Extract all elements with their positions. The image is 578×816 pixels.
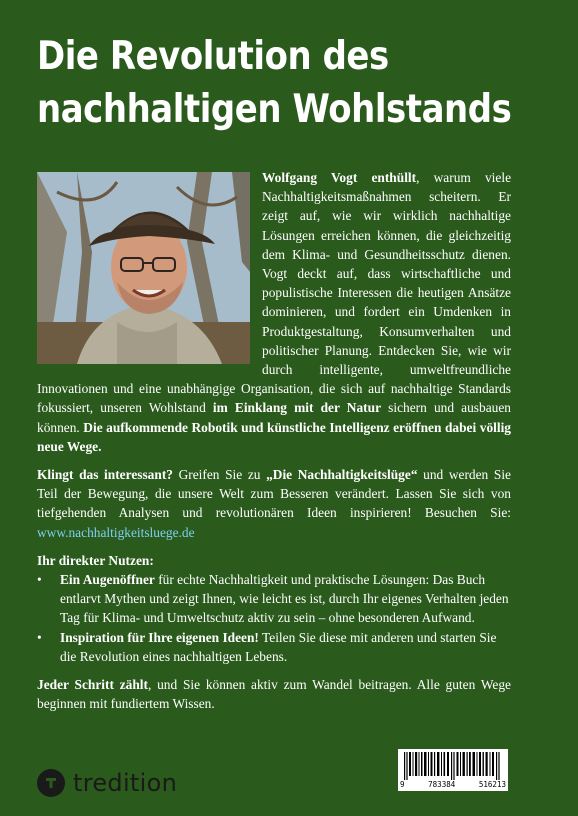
- benefits-list: [37, 570, 511, 666]
- barcode-digits: [400, 780, 506, 789]
- book-title: [37, 30, 512, 136]
- title-line-1: Die Revolution des: [37, 34, 389, 79]
- intro-text-1: , warum viele Nachhaltigkeitsmaßnahmen scheitern. Er zeigt auf, wie wir wirklich nachhaltige Lösungen erreichen können, die gleichzeitig dem Klima- und Gesundheitsschutz dienen. Vogt deckt auf, dass wirtschaftliche und populistische Interessen die heutigen Ansätze dominieren, und fordert ein Umdenken in Produktgestaltung, Konsumverhalten und politischer Planung. Entdecken Sie, wie wir durch intelligente, umweltfreundliche Innovationen und eine unabhängige Organisation, die sich auf nachhaltige Standards fokussiert, unseren Wohlstand: [37, 170, 512, 416]
- benefit-item-text: Teilen Sie diese mit anderen und starten Sie die Revolution eines nachhaltigen Lebens.: [60, 629, 497, 664]
- benefit-item: [37, 628, 511, 666]
- barcode-group-1: 783384: [428, 780, 456, 789]
- intro-bold-robotics: Die aufkommende Robotik und künstliche Intelligenz eröffnen dabei völlig neue Wege.: [37, 419, 511, 454]
- benefit-item: [37, 570, 511, 628]
- tredition-logo-icon: [37, 769, 65, 797]
- intro-bold-nature: im Einklang mit der Natur: [212, 400, 382, 416]
- paragraph-call-to-action: [37, 465, 511, 542]
- cta-book-title: „Die Nachhaltigkeitslüge“: [266, 467, 418, 483]
- website-link[interactable]: www.nachhaltigkeitsluege.de: [37, 524, 195, 540]
- publisher-name: tredition: [73, 769, 178, 797]
- barcode-digit-first: 9: [400, 780, 405, 789]
- isbn-barcode: [398, 749, 508, 791]
- barcode-group-2: 516213: [478, 780, 506, 789]
- intro-text-2: sichern und ausbauen können.: [37, 400, 511, 435]
- benefits-heading: Ihr direkter Nutzen:: [37, 552, 154, 568]
- closing-text: , und Sie können aktiv zum Wandel beitragen. Alle guten Wege beginnen mit fundiertem Wissen.: [37, 677, 511, 712]
- barcode-bars-icon: [404, 752, 502, 780]
- blurb: [37, 168, 511, 722]
- photo-spacer: [37, 168, 262, 364]
- cta-text-2: und werden Sie Teil der Bewegung, die unsere Welt zum Besseren verändert. Lassen Sie sich von tiefgehenden Analysen und revolutionären Ideen inspirieren! Besuchen Sie:: [37, 467, 511, 521]
- closing-lead: Jeder Schritt zählt: [37, 677, 148, 693]
- intro-lead: Wolfgang Vogt enthüllt: [262, 170, 417, 185]
- paragraph-closing: [37, 675, 511, 713]
- benefit-item-text: für echte Nachhaltigkeit und praktische Lösungen: Das Buch entlarvt Mythen und zeigt Ihnen, wie leicht es ist, durch Ihr eigenes Verhalten jeden Tag für Klima- und Umweltschutz aktiv zu sein – ohne besonderen Aufwand.: [60, 572, 509, 626]
- cta-text-1: Greifen Sie zu: [172, 467, 267, 483]
- publisher-logo: [37, 768, 177, 798]
- benefit-item-bold: Ein Augenöffner: [60, 572, 155, 588]
- cta-lead: Klingt das interessant?: [37, 467, 173, 483]
- title-line-2: nachhaltigen Wohlstands: [37, 87, 512, 132]
- benefit-item-bold: Inspiration für Ihre eigenen Ideen!: [60, 629, 259, 645]
